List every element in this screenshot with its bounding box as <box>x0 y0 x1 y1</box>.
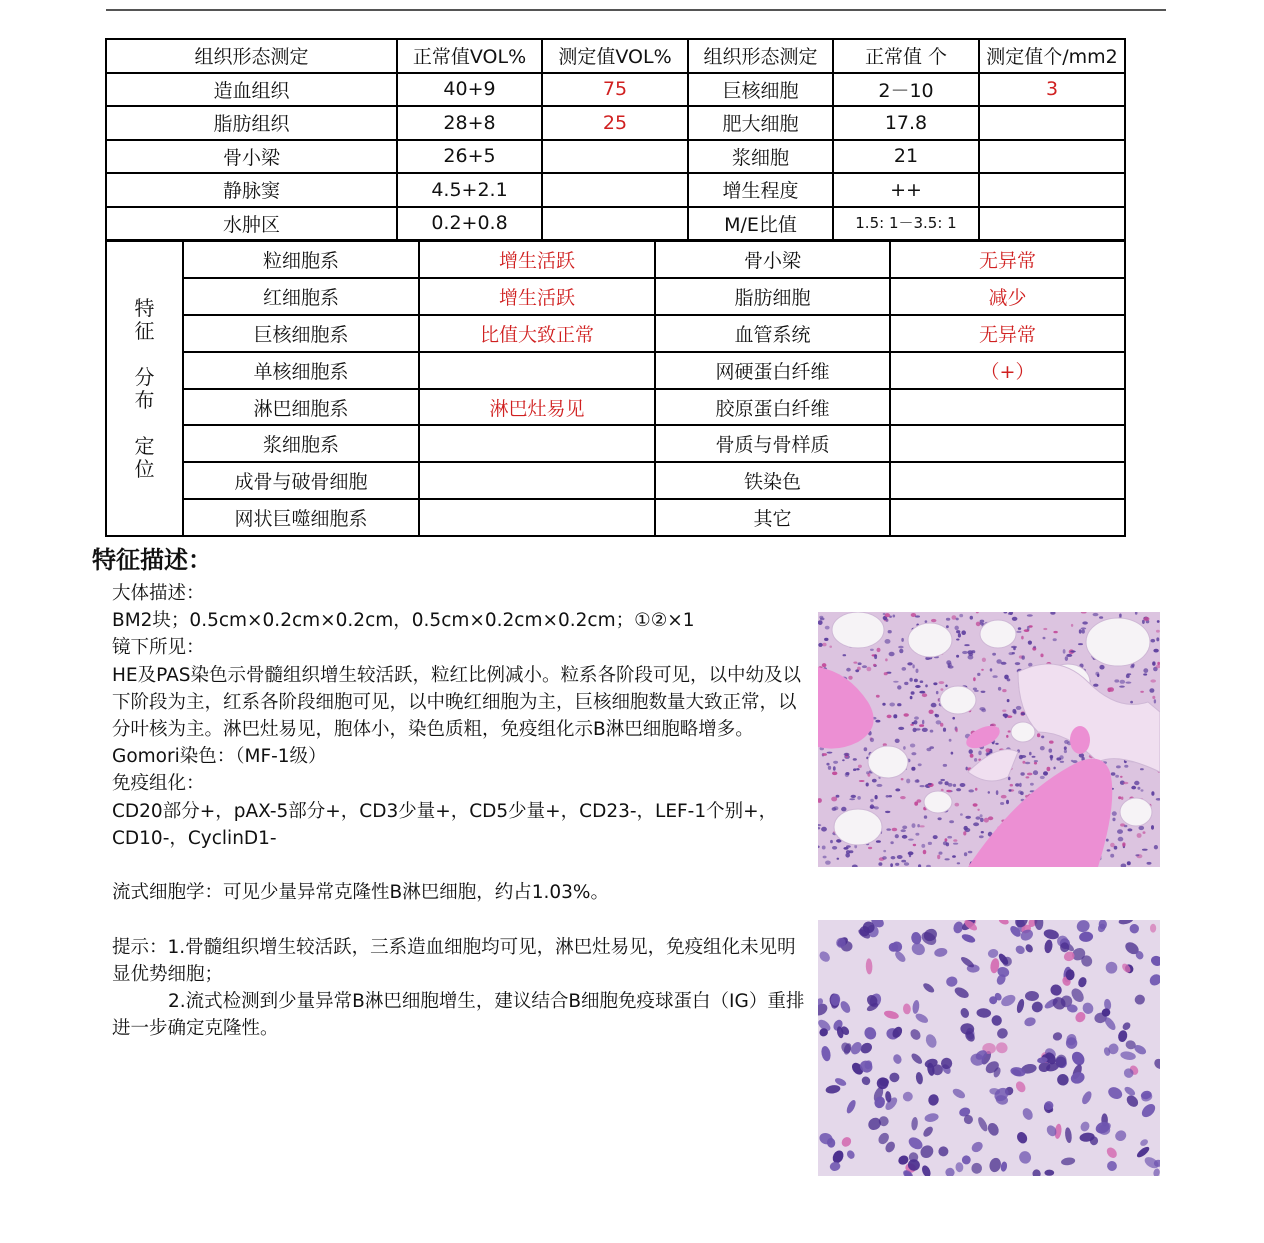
table-cell: 75 <box>542 73 688 107</box>
table-row <box>106 278 1125 315</box>
table-cell <box>419 499 655 536</box>
table-cell <box>419 462 655 499</box>
table-row <box>106 425 1125 462</box>
table-cell: 铁染色 <box>655 462 890 499</box>
flow-text: 流式细胞学：可见少量异常克隆性B淋巴细胞，约占1.03%。 <box>112 882 609 904</box>
table-cell: 比值大致正常 <box>419 315 655 352</box>
table-cell: 成骨与破骨细胞 <box>183 462 419 499</box>
table-cell: 巨核细胞 <box>688 73 833 107</box>
table-cell: 巨核细胞系 <box>183 315 419 352</box>
micrograph-low-power <box>818 612 1160 867</box>
table-row <box>106 207 1125 241</box>
table-cell <box>890 462 1125 499</box>
table-row <box>106 241 1125 278</box>
table-header-row <box>106 39 1125 73</box>
table-cell: 脂肪细胞 <box>655 278 890 315</box>
table-cell: 红细胞系 <box>183 278 419 315</box>
table-cell: 粒细胞系 <box>183 241 419 278</box>
table-cell: 增生活跃 <box>419 278 655 315</box>
table-cell: 网状巨噬细胞系 <box>183 499 419 536</box>
conclusion-2: 2.流式检测到少量异常B淋巴细胞增生，建议结合B细胞免疫球蛋白（IG）重排进一步确定克隆性。 <box>112 991 805 1040</box>
spacer <box>112 852 812 879</box>
top-rule <box>106 9 1166 11</box>
gomori-text: Gomori染色：（MF-1级） <box>112 746 327 768</box>
table-cell <box>890 425 1125 462</box>
table-cell: 0.2+0.8 <box>397 207 542 241</box>
table-cell: 肥大细胞 <box>688 106 833 140</box>
table-cell: 减少 <box>890 278 1125 315</box>
table-cell: 骨小梁 <box>106 140 397 174</box>
table-cell <box>979 140 1125 174</box>
table-cell: 单核细胞系 <box>183 352 419 389</box>
table-cell: ++ <box>833 173 979 207</box>
table-cell: 胶原蛋白纤维 <box>655 389 890 426</box>
table-cell <box>419 425 655 462</box>
table-cell <box>979 106 1125 140</box>
table-row <box>106 352 1125 389</box>
table-cell: 其它 <box>655 499 890 536</box>
spacer <box>112 906 812 933</box>
table-row <box>106 73 1125 107</box>
table-cell: 骨小梁 <box>655 241 890 278</box>
table-row <box>106 389 1125 426</box>
table-cell <box>979 173 1125 207</box>
description-block <box>112 580 812 1042</box>
table-cell: 脂肪组织 <box>106 106 397 140</box>
table-row <box>106 140 1125 174</box>
table-cell: 淋巴灶易见 <box>419 389 655 426</box>
table-cell: 25 <box>542 106 688 140</box>
table-row <box>106 106 1125 140</box>
table-cell: 淋巴细胞系 <box>183 389 419 426</box>
table-row <box>106 173 1125 207</box>
ihc-text: CD20部分+，pAX-5部分+，CD3少量+，CD5少量+，CD23-，LEF-1个别+，CD10-，CyclinD1- <box>112 800 778 849</box>
table-cell <box>419 352 655 389</box>
header-cell: 组织形态测定 <box>688 39 833 73</box>
table-cell <box>979 207 1125 241</box>
table-cell: 静脉窦 <box>106 173 397 207</box>
table-cell: 2－10 <box>833 73 979 107</box>
table-cell: 增生程度 <box>688 173 833 207</box>
table-cell: 水肿区 <box>106 207 397 241</box>
gross-title: 大体描述： <box>112 583 205 604</box>
table-cell: 26+5 <box>397 140 542 174</box>
table-cell: 21 <box>833 140 979 174</box>
table-cell: 无异常 <box>890 241 1125 278</box>
gross-text: BM2块；0.5cm×0.2cm×0.2cm，0.5cm×0.2cm×0.2cm；①②×1 <box>112 610 695 632</box>
table-cell <box>542 207 688 241</box>
micro-title: 镜下所见： <box>112 637 205 659</box>
table-cell <box>542 173 688 207</box>
table-cell: 浆细胞系 <box>183 425 419 462</box>
table-cell: M/E比值 <box>688 207 833 241</box>
ihc-title: 免疫组化： <box>112 773 205 795</box>
table-row <box>106 499 1125 536</box>
table-cell: 网硬蛋白纤维 <box>655 352 890 389</box>
section-title: 特征描述： <box>92 546 212 574</box>
micro-text: HE及PAS染色示骨髓组织增生较活跃，粒红比例减小。粒系各阶段可见，以中幼及以下阶段为主，红系各阶段细胞可见，以中晚红细胞为主，巨核细胞数量大致正常，以分叶核为主。淋巴灶易见，胞体小，染色质粗，免疫组化示B淋巴细胞略增多。 <box>112 664 801 741</box>
table-cell <box>890 499 1125 536</box>
header-cell: 组织形态测定 <box>106 39 397 73</box>
header-cell: 正常值VOL% <box>397 39 542 73</box>
table-cell: 造血组织 <box>106 73 397 107</box>
conclusion-1: 提示：1.骨髓组织增生较活跃，三系造血细胞均可见，淋巴灶易见，免疫组化未见明显优势细胞； <box>112 936 796 985</box>
table-cell: 增生活跃 <box>419 241 655 278</box>
feature-distribution-table <box>105 240 1126 537</box>
table-cell: 17.8 <box>833 106 979 140</box>
table-cell <box>890 389 1125 426</box>
table-row <box>106 315 1125 352</box>
micrograph-high-power <box>818 920 1160 1176</box>
table-cell: 3 <box>979 73 1125 107</box>
table-cell: 骨质与骨样质 <box>655 425 890 462</box>
morphometry-table <box>105 38 1126 241</box>
table-cell: 血管系统 <box>655 315 890 352</box>
table-cell: 28+8 <box>397 106 542 140</box>
table-cell: 无异常 <box>890 315 1125 352</box>
table-cell: 4.5+2.1 <box>397 173 542 207</box>
header-cell: 测定值个/mm2 <box>979 39 1125 73</box>
table-cell: 1.5: 1－3.5: 1 <box>833 207 979 241</box>
header-cell: 测定值VOL% <box>542 39 688 73</box>
table-cell: 40+9 <box>397 73 542 107</box>
table-cell: （+） <box>890 352 1125 389</box>
table-cell: 浆细胞 <box>688 140 833 174</box>
side-label: 特 征 分 布 定 位 <box>106 241 183 536</box>
table-row <box>106 462 1125 499</box>
header-cell: 正常值 个 <box>833 39 979 73</box>
table-cell <box>542 140 688 174</box>
